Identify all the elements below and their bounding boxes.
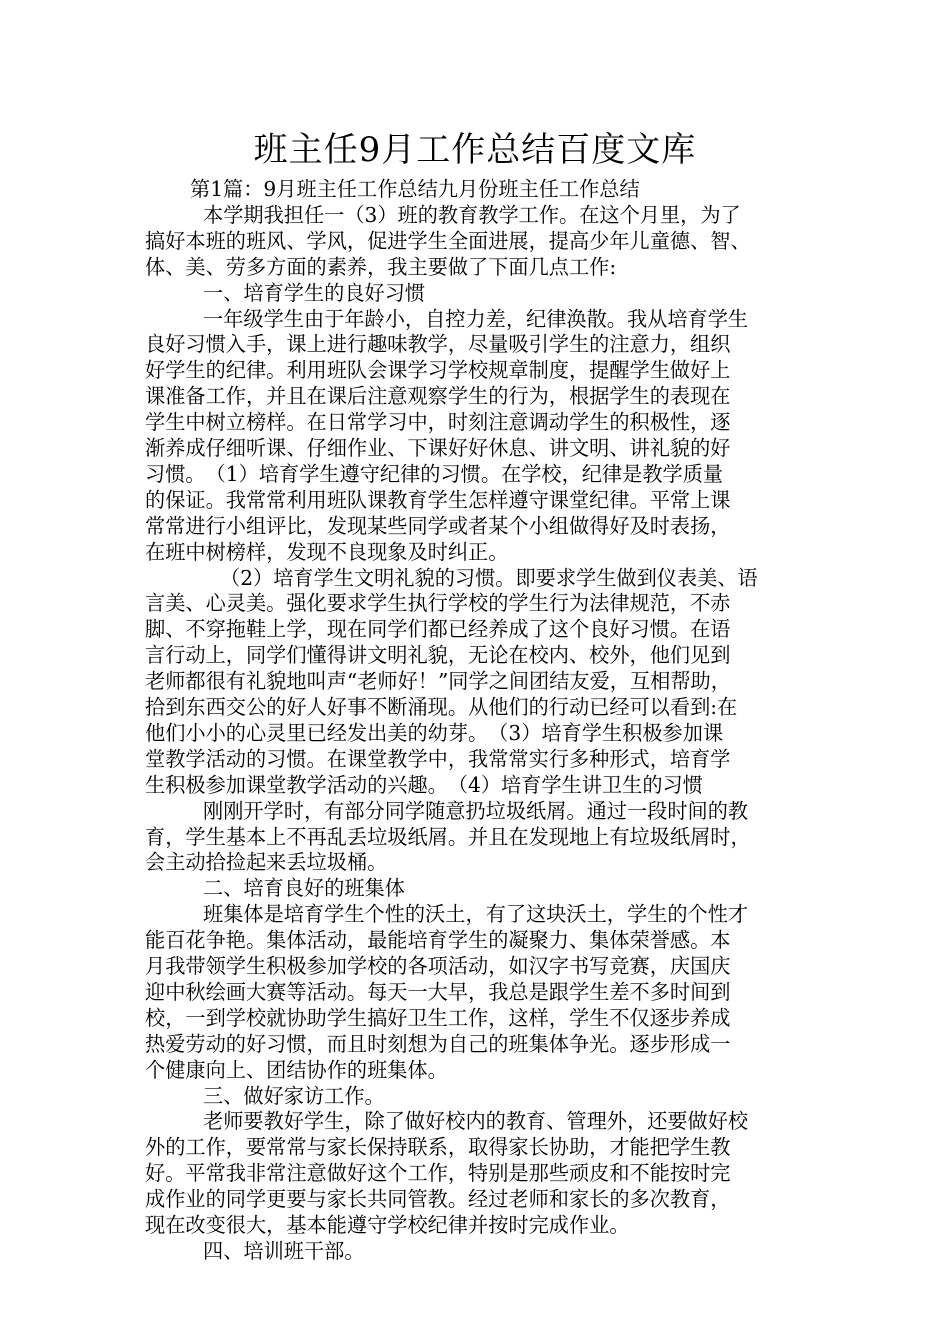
text-line: 三、做好家访工作。 — [203, 1083, 385, 1108]
text-line: 一、培育学生的良好习惯 — [203, 280, 426, 305]
text-line: 四、培训班干部。 — [203, 1238, 365, 1263]
text-line: 好。平常我非常注意做好这个工作，特别是那些顽皮和不能按时完 — [145, 1161, 731, 1186]
text-line: 成作业的同学更要与家长共同管教。经过老师和家长的多次教育， — [145, 1187, 731, 1212]
text-line: 老师要教好学生，除了做好校内的教育、管理外，还要做好校 — [203, 1109, 749, 1134]
text-line: 堂教学活动的习惯。在课堂教学中，我常常实行多种形式，培育学 — [145, 746, 731, 771]
text-line: 现在改变很大，基本能遵守学校纪律并按时完成作业。 — [145, 1213, 630, 1237]
text-line: 搞好本班的班风、学风，促进学生全面进展，提高少年儿童德、智、 — [145, 228, 751, 253]
text-line: 本学期我担任一（3）班的教育教学工作。在这个月里，为了 — [203, 202, 741, 227]
text-line: 在班中树榜样，发现不良现象及时纠正。 — [145, 539, 509, 564]
text-line: （2）培育学生文明礼貌的习惯。即要求学生做到仪表美、语 — [220, 565, 758, 590]
text-line: 个健康向上、团结协作的班集体。 — [145, 1057, 448, 1082]
text-line: 刚刚开学时，有部分同学随意扔垃圾纸屑。通过一段时间的教 — [203, 798, 749, 823]
text-line: 良好习惯入手，课上进行趣味教学，尽量吸引学生的注意力，组织 — [145, 332, 731, 357]
text-line: 热爱劳动的好习惯，而且时刻想为自己的班集体争光。逐步形成一 — [145, 1031, 731, 1056]
text-line: 课准备工作，并且在课后注意观察学生的行为，根据学生的表现在 — [145, 384, 731, 409]
text-line: 体、美、劳多方面的素养，我主要做了下面几点工作: — [145, 254, 617, 279]
text-line: 的保证。我常常利用班队课教育学生怎样遵守课堂纪律。平常上课 — [145, 487, 731, 512]
text-line: 习惯。 （1）培育学生遵守纪律的习惯。在学校，纪律是教学质量 — [145, 461, 724, 486]
text-line: 言行动上，同学们懂得讲文明礼貌，无论在校内、校外，他们见到 — [145, 643, 731, 668]
text-line: 好学生的纪律。利用班队会课学习学校规章制度，提醒学生做好上 — [145, 358, 731, 383]
text-line: 二、培育良好的班集体 — [203, 876, 405, 901]
text-line: 言美、心灵美。强化要求学生执行学校的学生行为法律规范，不赤 — [145, 591, 731, 616]
text-line: 月我带领学生积极参加学校的各项活动，如汉字书写竞赛，庆国庆 — [145, 954, 731, 978]
text-line: 校，一到学校就协助学生搞好卫生工作，这样，学生不仅逐步养成 — [145, 1005, 731, 1030]
text-line: 外的工作，要常常与家长保持联系，取得家长协助，才能把学生教 — [145, 1135, 731, 1160]
text-line: 能百花争艳。集体活动，最能培育学生的凝聚力、集体荣誉感。本 — [145, 928, 731, 953]
text-line: 班集体是培育学生个性的沃土，有了这块沃土，学生的个性才 — [203, 902, 749, 927]
document-title: 班主任9月工作总结百度文库 — [253, 130, 697, 170]
text-line: 会主动拾捡起来丢垃圾桶。 — [145, 850, 388, 875]
text-line: 一年级学生由于年龄小，自控力差，纪律涣散。我从培育学生 — [203, 306, 749, 331]
text-line: 渐养成仔细听课、仔细作业、下课好好休息、讲文明、讲礼貌的好 — [145, 436, 731, 460]
text-line: 学生中树立榜样。在日常学习中，时刻注意调动学生的积极性，逐 — [145, 410, 731, 435]
text-line: 脚、不穿拖鞋上学，现在同学们都已经养成了这个良好习惯。在语 — [145, 617, 731, 642]
text-line: 迎中秋绘画大赛等活动。每天一大早，我总是跟学生差不多时间到 — [145, 979, 731, 1004]
text-line: 拾到东西交公的好人好事不断涌现。从他们的行动已经可以看到:在 — [145, 695, 738, 719]
text-line: 老师都很有礼貌地叫声“老师好！”同学之间团结友爱，互相帮助， — [145, 669, 731, 694]
text-line: 他们小小的心灵里已经发出美的幼芽。 （3）培育学生积极参加课 — [145, 720, 724, 745]
text-line: 常常进行小组评比，发现某些同学或者某个小组做得好及时表扬， — [145, 513, 731, 538]
text-line: 第1篇：9月班主任工作总结九月份班主任工作总结 — [190, 177, 640, 201]
text-line: 育，学生基本上不再乱丢垃圾纸屑。并且在发现地上有垃圾纸屑时， — [145, 824, 751, 849]
text-line: 生积极参加课堂教学活动的兴趣。 （4）培育学生讲卫生的习惯 — [145, 772, 703, 797]
